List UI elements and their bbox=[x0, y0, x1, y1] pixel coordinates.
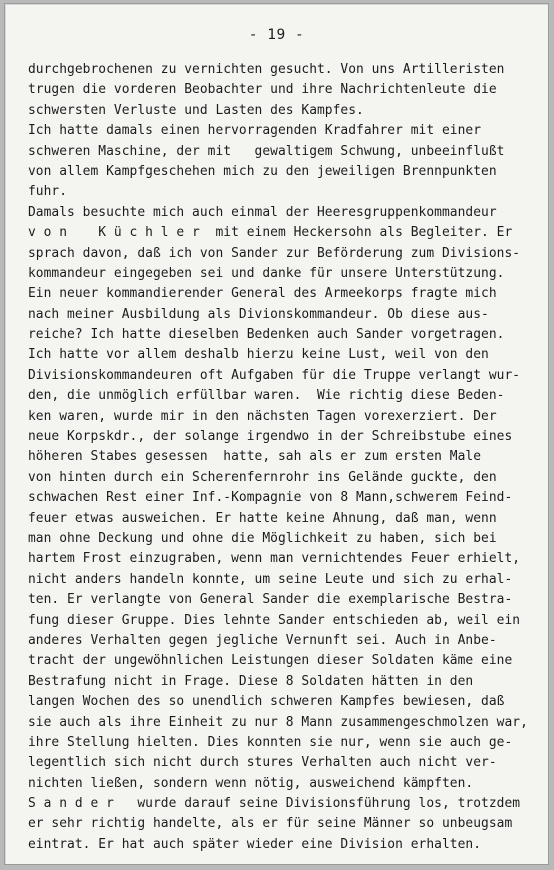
text-line: eintrat. Er hat auch später wieder eine Division erhalten. bbox=[28, 836, 482, 852]
text-line: von allem Kampfgeschehen mich zu den jeweiligen Brennpunkten bbox=[28, 163, 497, 179]
text-line: schwachen Rest einer Inf.-Kompagnie von 8 Mann,schwerem Feind- bbox=[28, 490, 513, 506]
text-line: fung dieser Gruppe. Dies lehnte Sander entschieden ab, weil ein bbox=[28, 612, 521, 628]
text-line: Bestrafung nicht in Frage. Diese 8 Soldaten hätten in den bbox=[28, 673, 474, 689]
text-line: S a n d e r wurde darauf seine Divisionsführung los, trotzdem bbox=[28, 796, 521, 812]
text-line: feuer etwas ausweichen. Er hatte keine Ahnung, daß man, wenn bbox=[28, 510, 497, 526]
text-line: neue Korpskdr., der solange irgendwo in der Schreibstube eines bbox=[28, 429, 513, 445]
text-line: Ich hatte damals einen hervorragenden Kradfahrer mit einer bbox=[28, 123, 482, 139]
text-line: langen Wochen des so unendlich schweren Kampfes bewiesen, daß bbox=[28, 694, 505, 710]
text-line: tracht der ungewöhnlichen Leistungen dieser Soldaten käme eine bbox=[28, 653, 513, 669]
text-line: fuhr. bbox=[28, 184, 68, 200]
text-line: ken waren, wurde mir in den nächsten Tagen vorexerziert. Der bbox=[28, 408, 497, 424]
text-line: nichten ließen, sondern wenn nötig, ausweichend kämpften. bbox=[28, 775, 474, 791]
text-line: nicht anders handeln konnte, um seine Leute und sich zu erhal- bbox=[28, 571, 513, 587]
text-line: nach meiner Ausbildung als Divionskommandeur. Ob diese aus- bbox=[28, 306, 489, 322]
text-line: sprach davon, daß ich von Sander zur Beförderung zum Divisions- bbox=[28, 245, 521, 261]
text-line: von hinten durch ein Scherenfernrohr ins Gelände guckte, den bbox=[28, 469, 497, 485]
text-line: Ich hatte vor allem deshalb hierzu keine Lust, weil von den bbox=[28, 347, 489, 363]
text-line: Ein neuer kommandierender General des Armeekorps fragte mich bbox=[28, 286, 497, 302]
text-line: höheren Stabes gesessen hatte, sah als er zum ersten Male bbox=[28, 449, 482, 465]
text-line: Damals besuchte mich auch einmal der Heeresgruppenkommandeur bbox=[28, 204, 497, 220]
text-line: man ohne Deckung und ohne die Möglichkeit zu haben, sich bei bbox=[28, 530, 497, 546]
document-page bbox=[4, 3, 549, 865]
text-line: ihre Stellung hielten. Dies konnten sie nur, wenn sie auch ge- bbox=[28, 734, 513, 750]
text-line: er sehr richtig handelte, als er für seine Männer so unbeugsam bbox=[28, 816, 513, 832]
text-line: kommandeur eingegeben sei und danke für unsere Unterstützung. bbox=[28, 265, 505, 281]
page-number: - 19 - bbox=[248, 27, 305, 43]
text-line: legentlich sich nicht durch stures Verhalten auch nicht ver- bbox=[28, 755, 497, 771]
text-line: trugen die vorderen Beobachter und ihre Nachrichtenleute die bbox=[28, 82, 497, 98]
text-line: durchgebrochenen zu vernichten gesucht. Von uns Artilleristen bbox=[28, 62, 505, 77]
text-line: sie auch als ihre Einheit zu nur 8 Mann zusammengeschmolzen war, bbox=[28, 714, 528, 730]
text-line: Divisionskommandeuren oft Aufgaben für die Truppe verlangt wur- bbox=[28, 367, 521, 383]
text-line: ten. Er verlangte von General Sander die exemplarische Bestra- bbox=[28, 592, 513, 608]
text-line: v o n K ü c h l e r mit einem Heckersohn als Begleiter. Er bbox=[28, 225, 513, 241]
text-line: anderes Verhalten gegen jegliche Vernunft sei. Auch in Anbe- bbox=[28, 632, 497, 648]
text-line: schweren Maschine, der mit gewaltigem Schwung, unbeeinflußt bbox=[28, 143, 505, 159]
text-line: schwersten Verluste und Lasten des Kampfes. bbox=[28, 102, 364, 118]
body-text bbox=[28, 60, 538, 855]
text-line: den, die unmöglich erfüllbar waren. Wie richtig diese Beden- bbox=[28, 388, 505, 404]
text-line: reiche? Ich hatte dieselben Bedenken auch Sander vorgetragen. bbox=[28, 327, 505, 343]
text-line: hartem Frost einzugraben, wenn man vernichtendes Feuer erhielt, bbox=[28, 551, 521, 567]
